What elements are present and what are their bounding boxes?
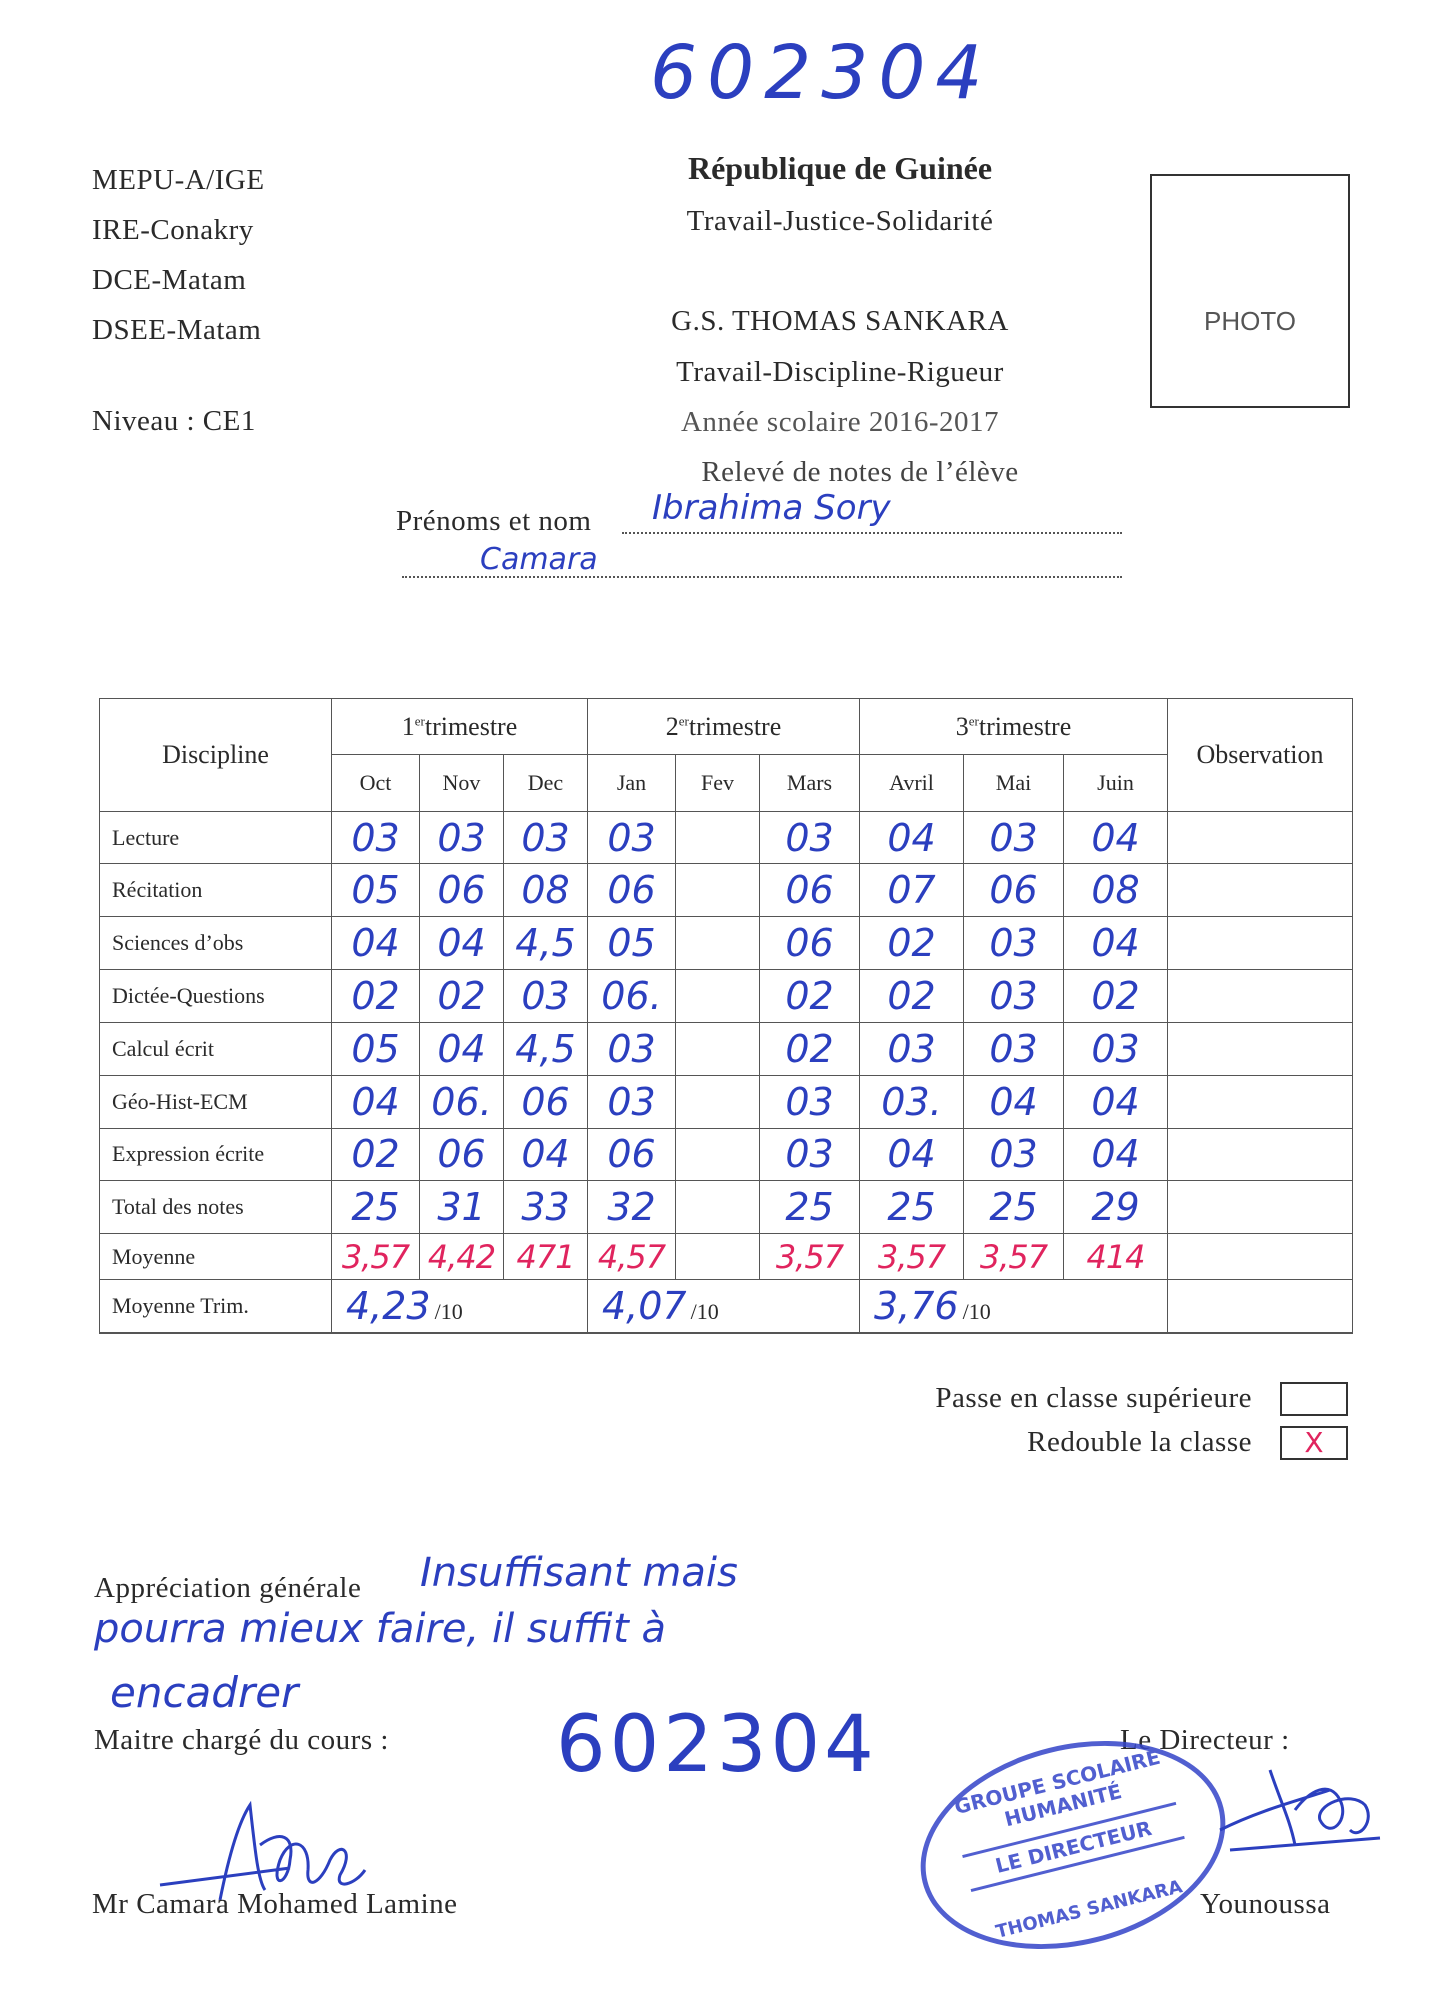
moyenne-row (100, 1234, 1353, 1280)
grade-cell: 06 (588, 1128, 676, 1181)
grade-cell: 03 (588, 811, 676, 864)
month-header-nov: Nov (420, 755, 504, 811)
appreciation-line-3: encadrer (110, 1668, 299, 1717)
grade-cell: 04 (1064, 917, 1168, 970)
grade-cell: 25 (760, 1181, 860, 1234)
grade-cell: 33 (504, 1181, 588, 1234)
grade-cell: 03. (860, 1075, 964, 1128)
appreciation-line-2: pourra mieux faire, il suffit à (94, 1606, 666, 1652)
grade-cell: 03 (964, 970, 1064, 1023)
grade-cell: 08 (1064, 864, 1168, 917)
moyenne-label: Moyenne (100, 1234, 332, 1280)
grade-cell: 04 (1064, 811, 1168, 864)
trimester-1-header: 1ertrimestre (332, 699, 588, 755)
observation-cell (1168, 1279, 1353, 1332)
grade-cell: 04 (332, 1075, 420, 1128)
observation-cell (1168, 1181, 1353, 1234)
grade-cell: 04 (964, 1075, 1064, 1128)
moyenne-cell: 4,42 (420, 1234, 504, 1280)
table-row (100, 1128, 1353, 1181)
grade-cell: 03 (964, 811, 1064, 864)
grade-cell: 06 (420, 1128, 504, 1181)
grade-cell: 06 (760, 864, 860, 917)
moyenne-cell: 3,57 (760, 1234, 860, 1280)
grade-cell: 32 (588, 1181, 676, 1234)
grade-cell: 07 (860, 864, 964, 917)
redouble-label: Redouble la classe (1027, 1426, 1252, 1458)
observation-cell (1168, 970, 1353, 1023)
trimester-2-header: 2ertrimestre (588, 699, 860, 755)
grade-cell: 04 (860, 1128, 964, 1181)
grade-cell: 04 (420, 917, 504, 970)
table-row (100, 1075, 1353, 1128)
redouble-checkbox[interactable]: X (1280, 1426, 1348, 1460)
subject-label: Sciences d’obs (100, 917, 332, 970)
grade-cell: 04 (860, 811, 964, 864)
grade-cell: 02 (1064, 970, 1168, 1023)
moyenne-trim-3: 3,76 /10 (860, 1279, 1168, 1332)
moyenne-cell: 3,57 (860, 1234, 964, 1280)
grade-cell: 02 (860, 970, 964, 1023)
photo-box (1150, 174, 1350, 408)
grades-table (99, 698, 1353, 1334)
grade-cell (676, 1181, 760, 1234)
grade-cell: 25 (860, 1181, 964, 1234)
ministry-label: MEPU-A/IGE (92, 164, 265, 196)
subject-label: Géo-Hist-ECM (100, 1075, 332, 1128)
moyenne-cell: 471 (504, 1234, 588, 1280)
grade-cell: 03 (964, 917, 1064, 970)
republic-motto: Travail-Justice-Solidarité (686, 205, 994, 237)
grade-cell: 02 (332, 970, 420, 1023)
moyenne-cell: 4,57 (588, 1234, 676, 1280)
grade-cell: 04 (420, 1022, 504, 1075)
table-row (100, 970, 1353, 1023)
grade-cell: 4,5 (504, 1022, 588, 1075)
grade-cell: 31 (420, 1181, 504, 1234)
annual-value (395, 1332, 484, 1333)
handwritten-document-number: 602304 (650, 30, 993, 116)
grade-cell (676, 1022, 760, 1075)
passe-checkbox[interactable] (1280, 1382, 1348, 1416)
observation-cell (1168, 1075, 1353, 1128)
month-header-dec: Dec (504, 755, 588, 811)
grade-cell: 03 (860, 1022, 964, 1075)
observation-cell (1168, 811, 1353, 864)
grade-cell: 02 (760, 1022, 860, 1075)
passe-label: Passe en classe supérieure (935, 1382, 1252, 1414)
moyenne-cell: 414 (1064, 1234, 1168, 1280)
director-label: Le Directeur : (1120, 1724, 1290, 1756)
grade-cell: 02 (332, 1128, 420, 1181)
grade-cell: 03 (964, 1022, 1064, 1075)
student-last-name: Camara (480, 542, 598, 577)
observation-cell (1168, 1128, 1353, 1181)
moyenne-cell: 3,57 (964, 1234, 1064, 1280)
grade-cell (676, 811, 760, 864)
trimester-3-header: 3ertrimestre (860, 699, 1168, 755)
subject-label: Lecture (100, 811, 332, 864)
grade-cell: 05 (332, 864, 420, 917)
grade-cell: 03 (332, 811, 420, 864)
grade-cell: 03 (760, 1128, 860, 1181)
dsee-label: DSEE-Matam (92, 314, 262, 346)
grade-cell: 02 (760, 970, 860, 1023)
moyenne-trim-label: Moyenne Trim. (100, 1279, 332, 1332)
republic-title: République de Guinée (687, 150, 993, 186)
grade-cell: 25 (964, 1181, 1064, 1234)
region-label: IRE-Conakry (92, 214, 254, 246)
director-signature-icon (1200, 1750, 1400, 1880)
grade-cell: 03 (588, 1075, 676, 1128)
header-left-block (92, 155, 265, 355)
grade-cell: 03 (964, 1128, 1064, 1181)
teacher-label: Maitre chargé du cours : (94, 1724, 389, 1756)
month-header-avril: Avril (860, 755, 964, 811)
school-motto: Travail-Discipline-Rigueur (676, 356, 1004, 388)
moyenne-annuelle-row (100, 1332, 1353, 1333)
school-year: Année scolaire 2016-2017 (680, 406, 999, 438)
grade-cell: 06 (760, 917, 860, 970)
releve-title: Relevé de notes de l’élève (701, 456, 1019, 488)
grade-cell: 06. (588, 970, 676, 1023)
grade-cell: 06 (588, 864, 676, 917)
grade-cell: 02 (860, 917, 964, 970)
observation-cell (1168, 864, 1353, 917)
photo-label: PHOTO (1204, 306, 1296, 336)
grade-cell: 03 (588, 1022, 676, 1075)
grade-cell: 05 (332, 1022, 420, 1075)
director-name: Younoussa (1200, 1888, 1331, 1920)
table-row (100, 1022, 1353, 1075)
observation-cell (1168, 917, 1353, 970)
dce-label: DCE-Matam (92, 264, 247, 296)
subject-label: Calcul écrit (100, 1022, 332, 1075)
moyenne-trim-row (100, 1279, 1353, 1332)
grade-cell: 03 (504, 811, 588, 864)
moyenne-trim-1: 4,23 /10 (332, 1279, 588, 1332)
niveau-label: Niveau : CE1 (92, 405, 256, 437)
teacher-name: Mr Camara Mohamed Lamine (92, 1888, 458, 1920)
grade-cell: 03 (760, 1075, 860, 1128)
grade-cell: 02 (420, 970, 504, 1023)
grade-cell: 06 (420, 864, 504, 917)
grade-cell (676, 864, 760, 917)
grade-cell (676, 1075, 760, 1128)
observation-cell (1168, 1234, 1353, 1280)
moyenne-trim-2: 4,07 /10 (588, 1279, 860, 1332)
moyenne-cell: 3,57 (332, 1234, 420, 1280)
grade-cell (676, 1128, 760, 1181)
grade-cell: 04 (1064, 1075, 1168, 1128)
appreciation-line-1: Insuffisant mais (420, 1550, 738, 1596)
subject-label: Récitation (100, 864, 332, 917)
grade-cell: 04 (504, 1128, 588, 1181)
grade-cell: 25 (332, 1181, 420, 1234)
appreciation-label: Appréciation générale (94, 1572, 362, 1604)
grade-cell: 04 (332, 917, 420, 970)
grade-cell: 04 (1064, 1128, 1168, 1181)
month-header-mai: Mai (964, 755, 1064, 811)
month-header-jan: Jan (588, 755, 676, 811)
observation-cell (1168, 1022, 1353, 1075)
bottom-handwritten-number: 602304 (556, 1700, 878, 1790)
table-row (100, 917, 1353, 970)
grade-cell (676, 917, 760, 970)
month-header-oct: Oct (332, 755, 420, 811)
school-name: G.S. THOMAS SANKARA (671, 305, 1009, 337)
table-row (100, 864, 1353, 917)
moyenne-cell (676, 1234, 760, 1280)
grade-cell: 06. (420, 1075, 504, 1128)
subject-label: Dictée-Questions (100, 970, 332, 1023)
grade-cell: 08 (504, 864, 588, 917)
name-label: Prénoms et nom (396, 505, 592, 537)
table-row (100, 1181, 1353, 1234)
student-first-name: Ibrahima Sory (652, 488, 891, 528)
grade-cell: 03 (504, 970, 588, 1023)
subject-label: Total des notes (100, 1181, 332, 1234)
table-row (100, 811, 1353, 864)
month-header-juin: Juin (1064, 755, 1168, 811)
grade-cell: 03 (420, 811, 504, 864)
grade-cell: 06 (964, 864, 1064, 917)
trimester-header-row (100, 699, 1353, 755)
annual-cell (100, 1332, 1353, 1333)
grade-cell: 29 (1064, 1181, 1168, 1234)
school-stamp-icon: GROUPE SCOLAIRE HUMANITÉ LE DIRECTEUR THOMAS SANKARA (898, 1710, 1247, 1979)
observation-header: Observation (1168, 699, 1353, 812)
month-header-mars: Mars (760, 755, 860, 811)
grade-cell: 4,5 (504, 917, 588, 970)
grade-cell: 03 (1064, 1022, 1168, 1075)
grade-cell: 06 (504, 1075, 588, 1128)
grade-cell: 03 (760, 811, 860, 864)
grade-cell (676, 970, 760, 1023)
month-header-fev: Fev (676, 755, 760, 811)
subject-label: Expression écrite (100, 1128, 332, 1181)
grade-cell: 05 (588, 917, 676, 970)
discipline-header: Discipline (100, 699, 332, 812)
